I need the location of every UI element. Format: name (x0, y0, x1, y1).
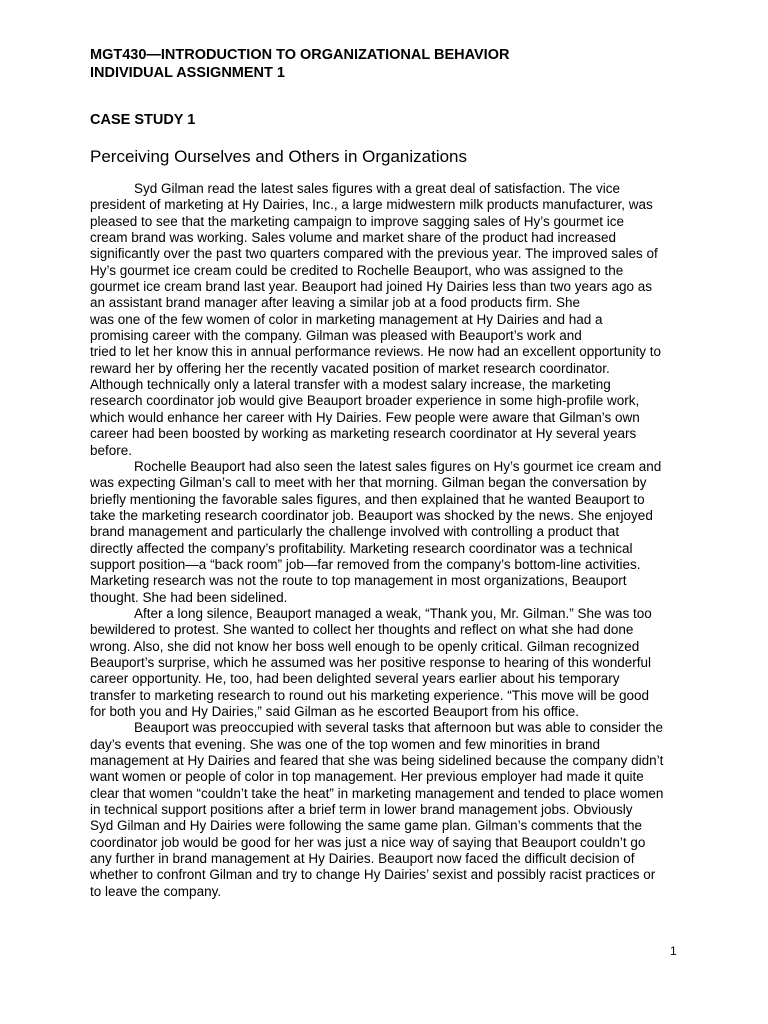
body-line: to leave the company. (90, 883, 222, 899)
body-line: in technical support positions after a brief term in lower brand management jobs. Obviously (90, 802, 633, 818)
body-line: Syd Gilman read the latest sales figures with a great deal of satisfaction. The vice (134, 181, 620, 196)
body-line: career opportunity. He, too, had been delighted several years earlier about his temporary (90, 671, 620, 687)
body-line: brand management and particularly the challenge involved with controlling a product that (90, 524, 620, 540)
body-line: Beauport’s surprise, which he assumed was her positive response to hearing of this wonderful (90, 654, 652, 670)
body-line: Although technically only a lateral transfer with a modest salary increase, the marketing (90, 377, 611, 393)
course-title: MGT430—INTRODUCTION TO ORGANIZATIONAL BEHAVIOR (90, 47, 510, 63)
body-line: an assistant brand manager after leaving a similar job at a food products firm. She (90, 295, 581, 311)
case-study-title: Perceiving Ourselves and Others in Organizations (90, 147, 468, 166)
body-line: transfer to marketing research to round out his marketing experience. “This move will be good (90, 687, 650, 703)
body-line: Marketing research was not the route to top management in most organizations, Beauport (90, 573, 627, 589)
body-line: significantly over the past two quarters compared with the previous year. The improved sales of (90, 246, 658, 262)
body-line: any further in brand management at Hy Dairies. Beauport now faced the difficult decision of (90, 851, 635, 867)
body-line: briefly mentioning the favorable sales figures, and then explained that he wanted Beauport to (90, 491, 645, 507)
body-line: bewildered to protest. She wanted to collect her thoughts and reflect on what she had done (90, 622, 634, 638)
body-line: support position—a “back room” job—far removed from the company’s bottom-line activities. (90, 556, 641, 572)
case-study-body (90, 181, 690, 900)
body-line: whether to confront Gilman and try to change Hy Dairies’ sexist and possibly racist practices or (90, 867, 656, 883)
body-line: which would enhance her career with Hy Dairies. Few people were aware that Gilman’s own (90, 409, 640, 425)
body-line: pleased to see that the marketing campaign to improve sagging sales of Hy’s gourmet ice (90, 213, 625, 229)
body-line: tried to let her know this in annual performance reviews. He now had an excellent opportunity to (90, 344, 662, 360)
body-line: After a long silence, Beauport managed a weak, “Thank you, Mr. Gilman.” She was too (134, 605, 652, 621)
body-line: gourmet ice cream brand last year. Beauport had joined Hy Dairies less than two years ago as (90, 279, 653, 295)
body-line: clear that women “couldn’t take the heat” in marketing management and tended to place women (90, 785, 664, 801)
body-line: president of marketing at Hy Dairies, Inc., a large midwestern milk products manufacturer, was (90, 197, 653, 213)
body-line: for both you and Hy Dairies,” said Gilman as he escorted Beauport from his office. (90, 704, 579, 719)
body-line: Beauport was preoccupied with several tasks that afternoon but was able to consider the (134, 720, 664, 736)
body-line: was one of the few women of color in marketing management at Hy Dairies and had a (90, 311, 603, 327)
assignment-title: INDIVIDUAL ASSIGNMENT 1 (90, 65, 285, 81)
body-line: thought. She had been sidelined. (90, 589, 288, 605)
body-line: management at Hy Dairies and feared that she was being sidelined because the company didn’t (90, 753, 664, 769)
body-line: was expecting Gilman’s call to meet with her that morning. Gilman began the conversation by (90, 475, 647, 491)
body-line: coordinator job would be good for her was just a nice way of saying that Beauport couldn’t go (90, 834, 646, 850)
body-line: take the marketing research coordinator job. Beauport was shocked by the news. She enjoyed (90, 507, 653, 523)
case-study-label: CASE STUDY 1 (90, 112, 196, 128)
body-line: before. (90, 442, 133, 458)
body-line: wrong. Also, she did not know her boss well enough to be openly critical. Gilman recognized (90, 638, 640, 654)
body-line: day’s events that evening. She was one of the top women and few minorities in brand (90, 736, 601, 752)
body-line: research coordinator job would give Beauport broader experience in some high-profile work, (90, 393, 640, 409)
body-line: want women or people of color in top management. Her previous employer had made it quite (90, 769, 644, 785)
body-line: career had been boosted by working as marketing research coordinator at Hy several years (90, 426, 637, 442)
body-line: reward her by offering her the recently vacated position of market research coordinator. (90, 360, 610, 376)
body-line: Syd Gilman and Hy Dairies were following the same game plan. Gilman’s comments that the (90, 818, 642, 834)
body-line: promising career with the company. Gilman was pleased with Beauport’s work and (90, 328, 582, 344)
body-line: cream brand was working. Sales volume and market share of the product had increased (90, 230, 617, 246)
page-number: 1 (670, 944, 677, 958)
body-line: Rochelle Beauport had also seen the latest sales figures on Hy’s gourmet ice cream and (134, 458, 662, 474)
body-line: directly affected the company’s profitability. Marketing research coordinator was a technical (90, 540, 633, 556)
body-line: Hy’s gourmet ice cream could be credited to Rochelle Beauport, who was assigned to the (90, 262, 624, 278)
